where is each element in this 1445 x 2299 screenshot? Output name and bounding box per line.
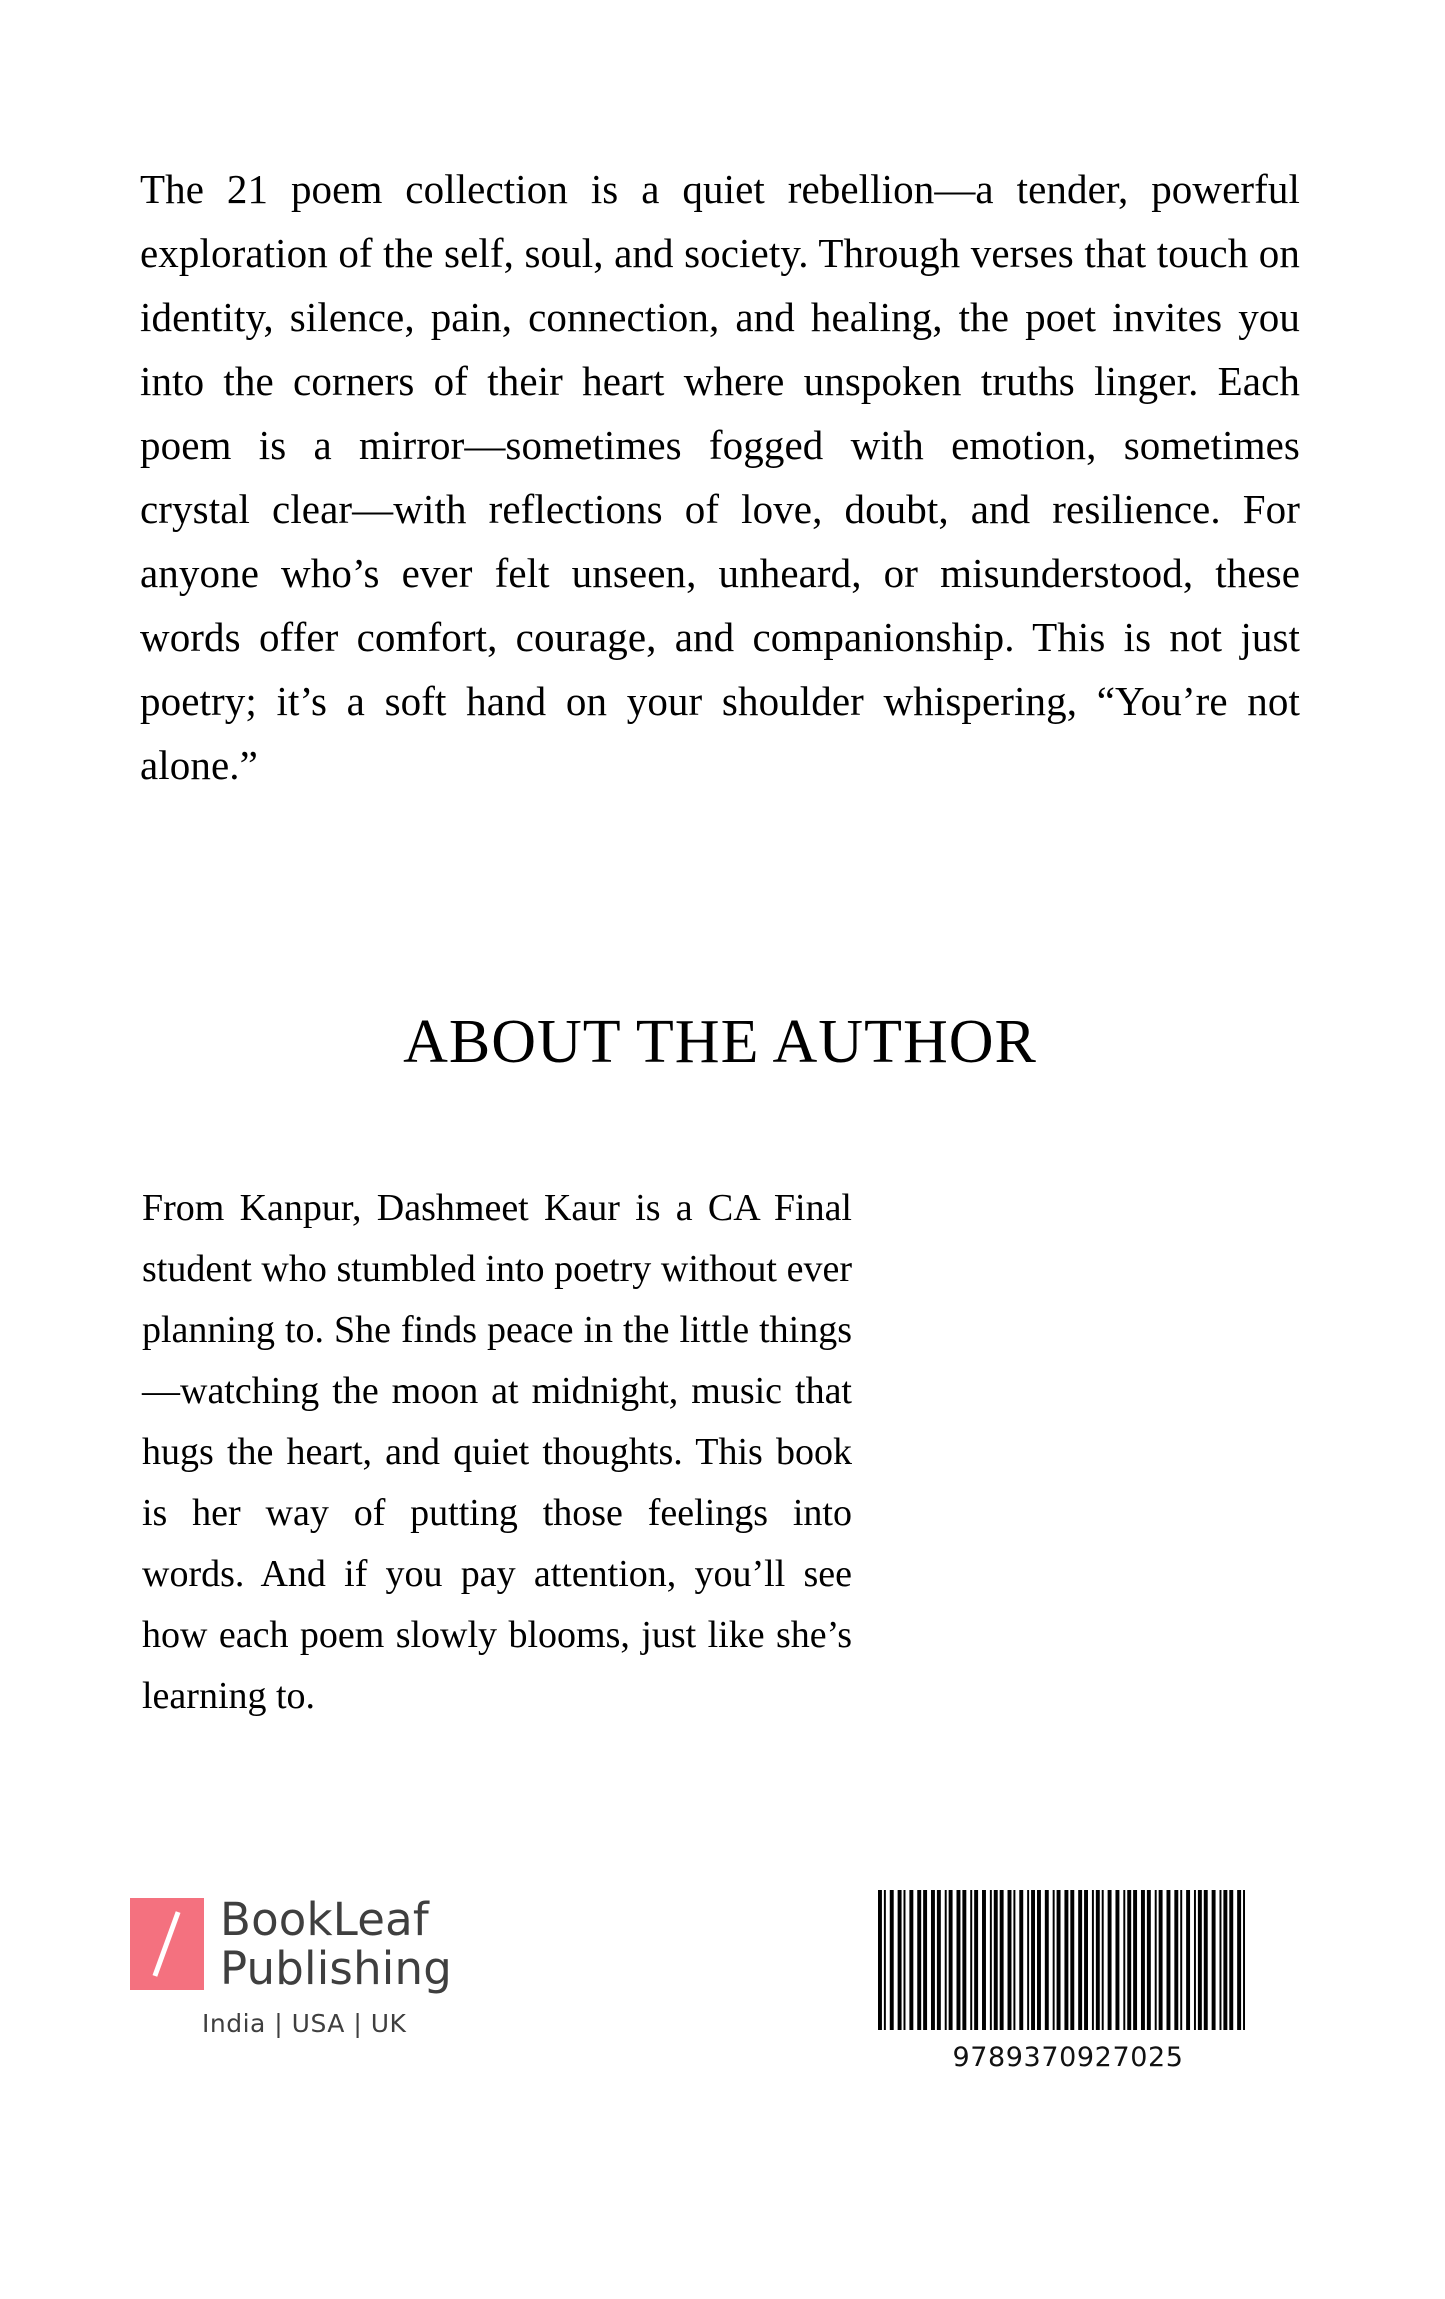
publisher-name: [220, 1895, 452, 1993]
publisher-name-line1: BookLeaf: [220, 1893, 429, 1946]
book-blurb: The 21 poem collection is a quiet rebellion—a tender, powerful exploration of the self, soul, and society. Through verses that touch on identity, silence, pain, connection, and healing, the poet invites you into the corners of their heart where unspoken truths linger. Each poem is a mirror—sometimes fogged with emotion, sometimes crystal clear—with reflections of love, doubt, and resilience. For anyone who’s ever felt unseen, unheard, or misunderstood, these words offer comfort, courage, and companionship. This is not just poetry; it’s a soft hand on your shoulder whispering, “You’re not alone.”: [140, 166, 1300, 788]
isbn-number: 9789370927025: [952, 2042, 1184, 2073]
isbn-barcode: [878, 1890, 1245, 2030]
bookleaf-slash-mark-icon: [130, 1898, 204, 1990]
publisher-name-line2: Publishing: [220, 1942, 452, 1995]
author-bio: From Kanpur, Dashmeet Kaur is a CA Final student who stumbled into poetry without ever planning to. She finds peace in the little things—watching the moon at midnight, music that hugs the heart, and quiet thoughts. This book is her way of putting those feelings into words. And if you pay attention, you’ll see how each poem slowly blooms, just like she’s learning to.: [142, 1187, 852, 1717]
publisher-logo-row: [130, 1895, 560, 1993]
publisher-regions: India | USA | UK: [202, 2009, 407, 2038]
barcode-block: [878, 1890, 1258, 2073]
publisher-logo-block: [130, 1895, 560, 2038]
about-the-author-heading: ABOUT THE AUTHOR: [403, 1008, 1037, 1077]
